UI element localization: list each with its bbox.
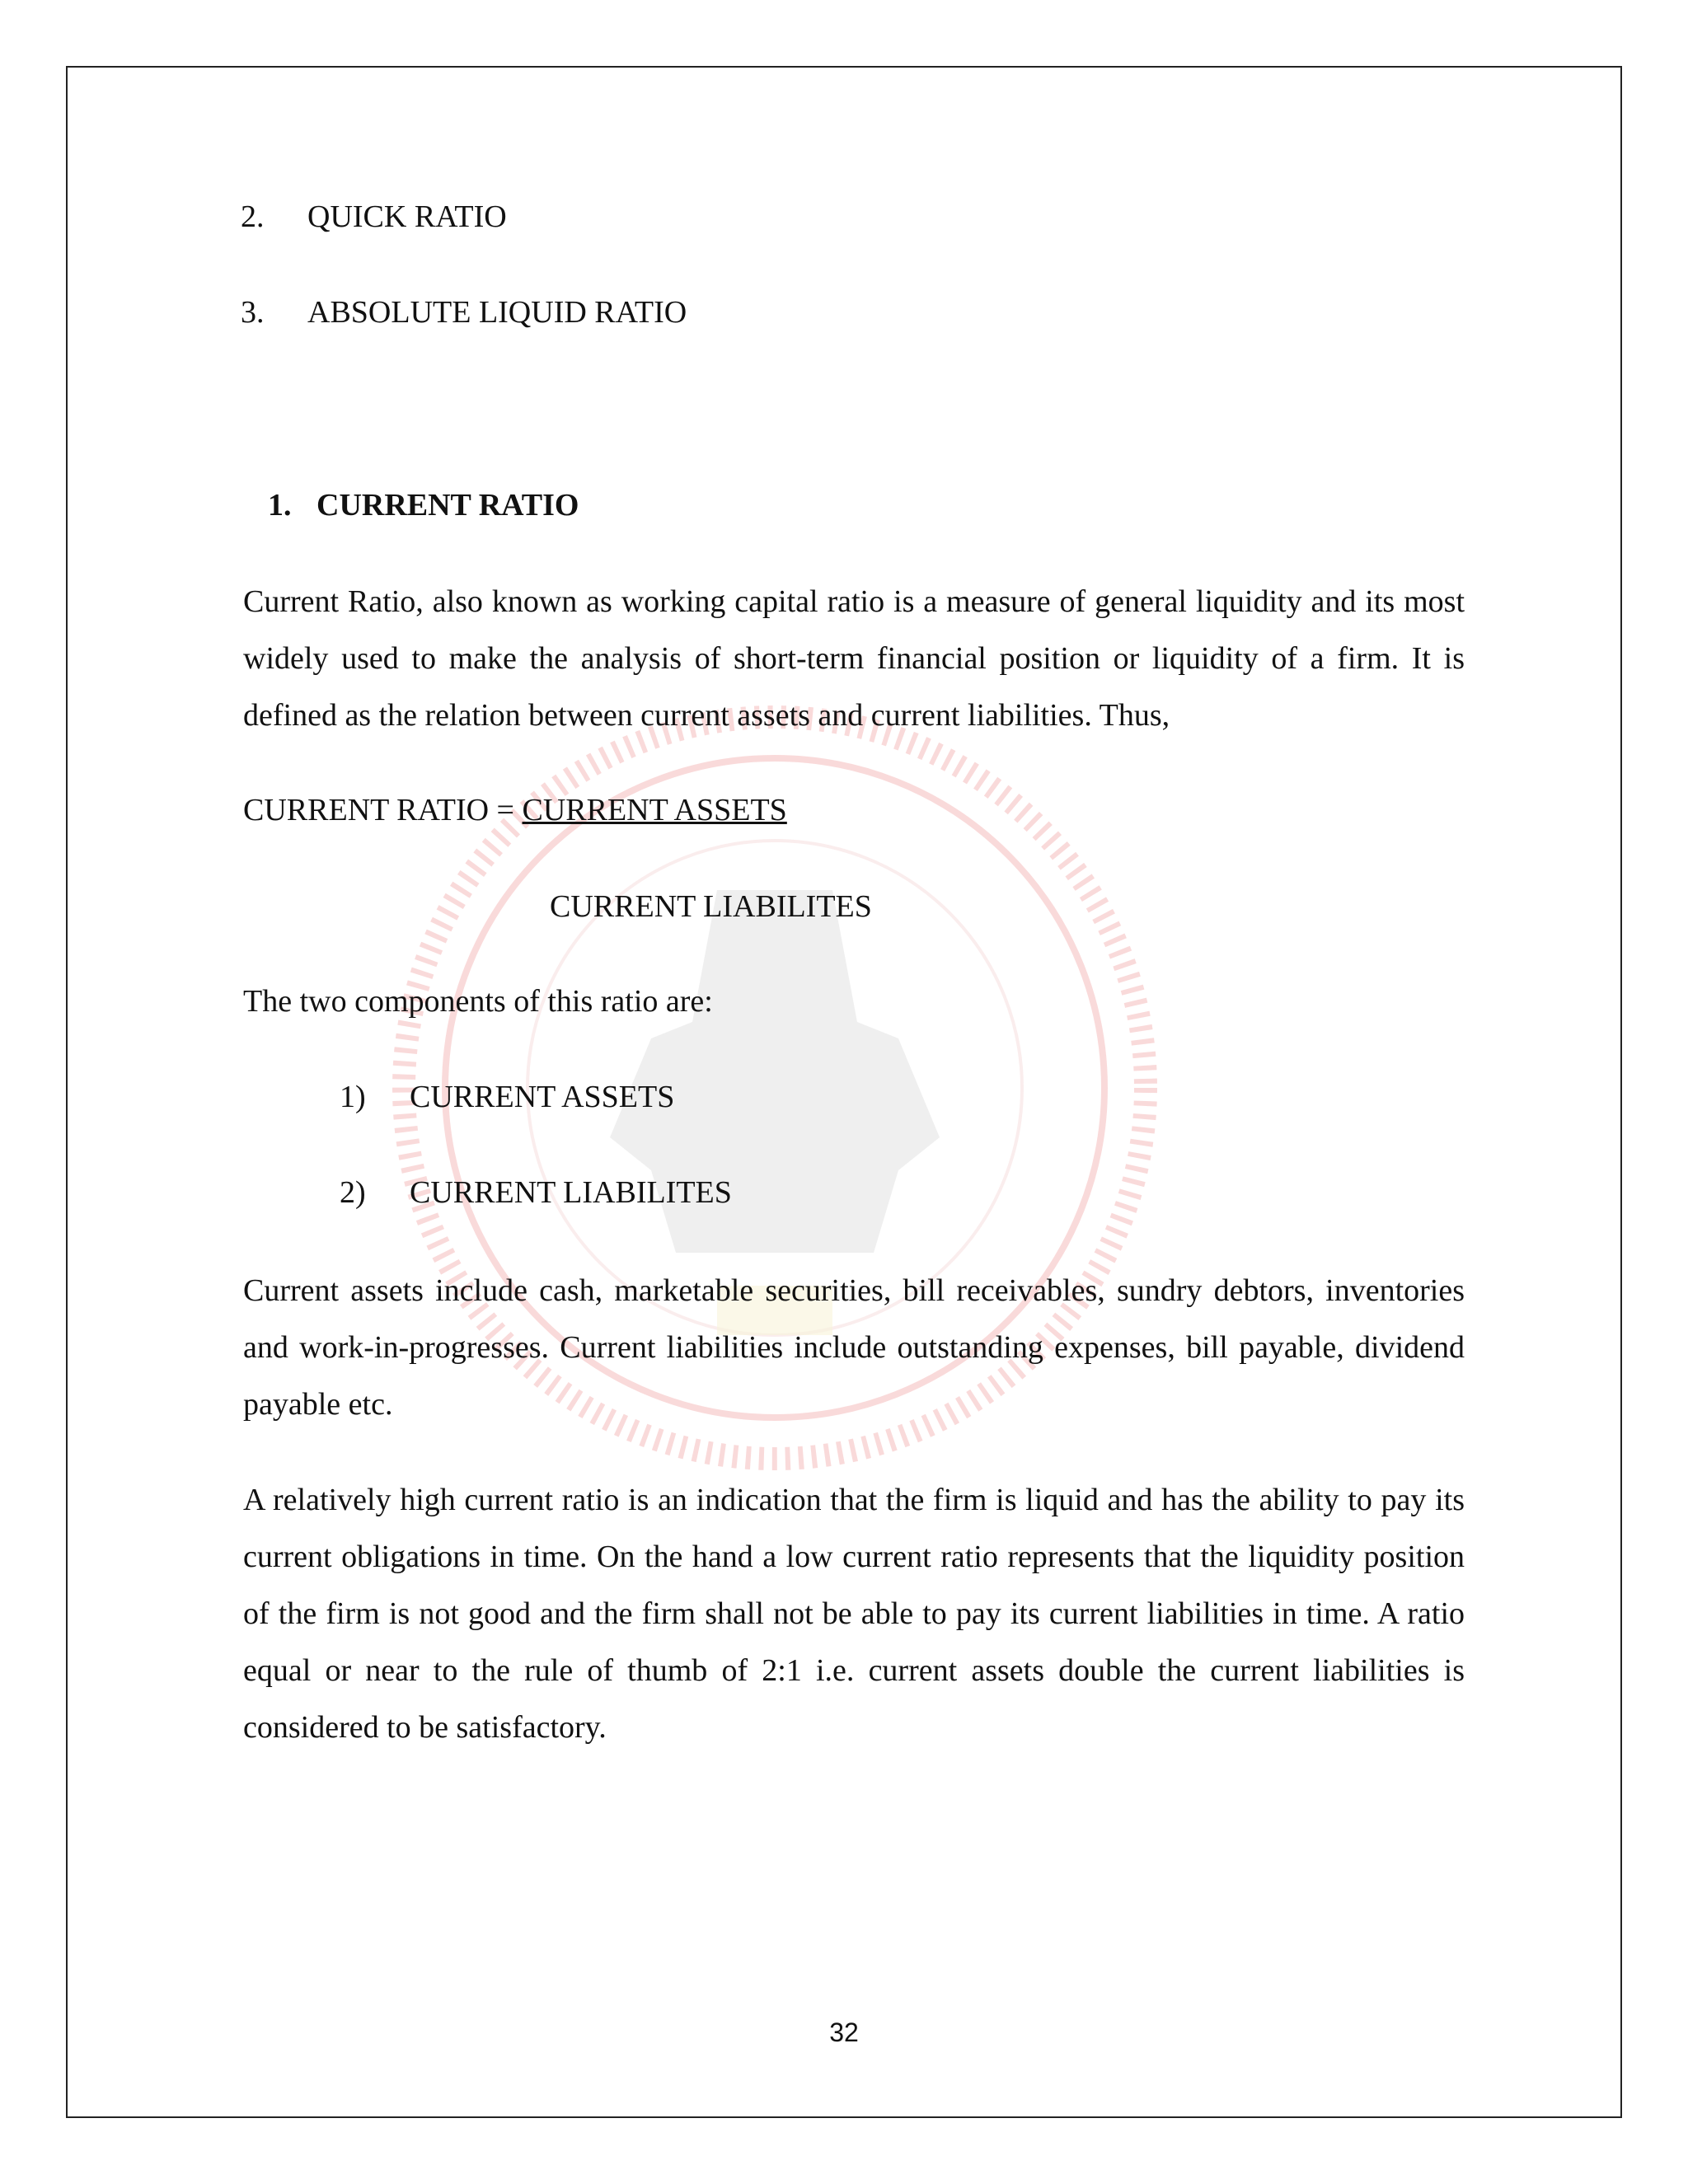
formula-lhs: CURRENT RATIO = (243, 793, 523, 827)
intro-paragraph-text: Current Ratio, also known as working capital ratio is a measure of general liquidity and its most widely used to make the analysis of short-term financial position or liquidity of a firm. It is defined as the relation between current assets and current liabilities. Thus, (243, 584, 1465, 733)
section-number: 1. (268, 488, 292, 523)
list-number-2: 2. (241, 199, 265, 234)
section-title: CURRENT RATIO (316, 488, 579, 523)
formula-line (243, 794, 787, 826)
component-current-liabilites: CURRENT LIABILITES (410, 1175, 732, 1210)
component-current-assets: CURRENT ASSETS (410, 1080, 675, 1114)
list-number-3: 3. (241, 295, 265, 330)
page-border (66, 66, 1622, 2118)
assets-paragraph (243, 1263, 1465, 1433)
component-number-2: 2) (340, 1175, 366, 1210)
ratio-paragraph-text: A relatively high current ratio is an indication that the firm is liquid and has the ability to pay its current obligations in time. On the hand a low current ratio represents that the liquidity position of the firm is not good and the firm shall not be able to pay its current liabilities in time. A ratio equal or near to the rule of thumb of 2:1 i.e. current assets double the current liabilities is considered to be satisfactory. (243, 1483, 1465, 1745)
list-item-quick-ratio: QUICK RATIO (307, 199, 507, 234)
component-number-1: 1) (340, 1080, 366, 1114)
intro-paragraph (243, 574, 1465, 744)
formula-denominator: CURRENT LIABILITES (550, 889, 872, 924)
list-item-absolute-liquid-ratio: ABSOLUTE LIQUID RATIO (307, 295, 687, 330)
assets-paragraph-text: Current assets include cash, marketable securities, bill receivables, sundry debtors, inventories and work-in-progresses. Current liabilities include outstanding expenses, bill payable, dividend payable etc. (243, 1273, 1465, 1422)
ratio-paragraph (243, 1472, 1465, 1756)
components-intro: The two components of this ratio are: (243, 984, 713, 1019)
page-number: 32 (829, 2018, 859, 2047)
formula-numerator: CURRENT ASSETS (522, 793, 787, 827)
